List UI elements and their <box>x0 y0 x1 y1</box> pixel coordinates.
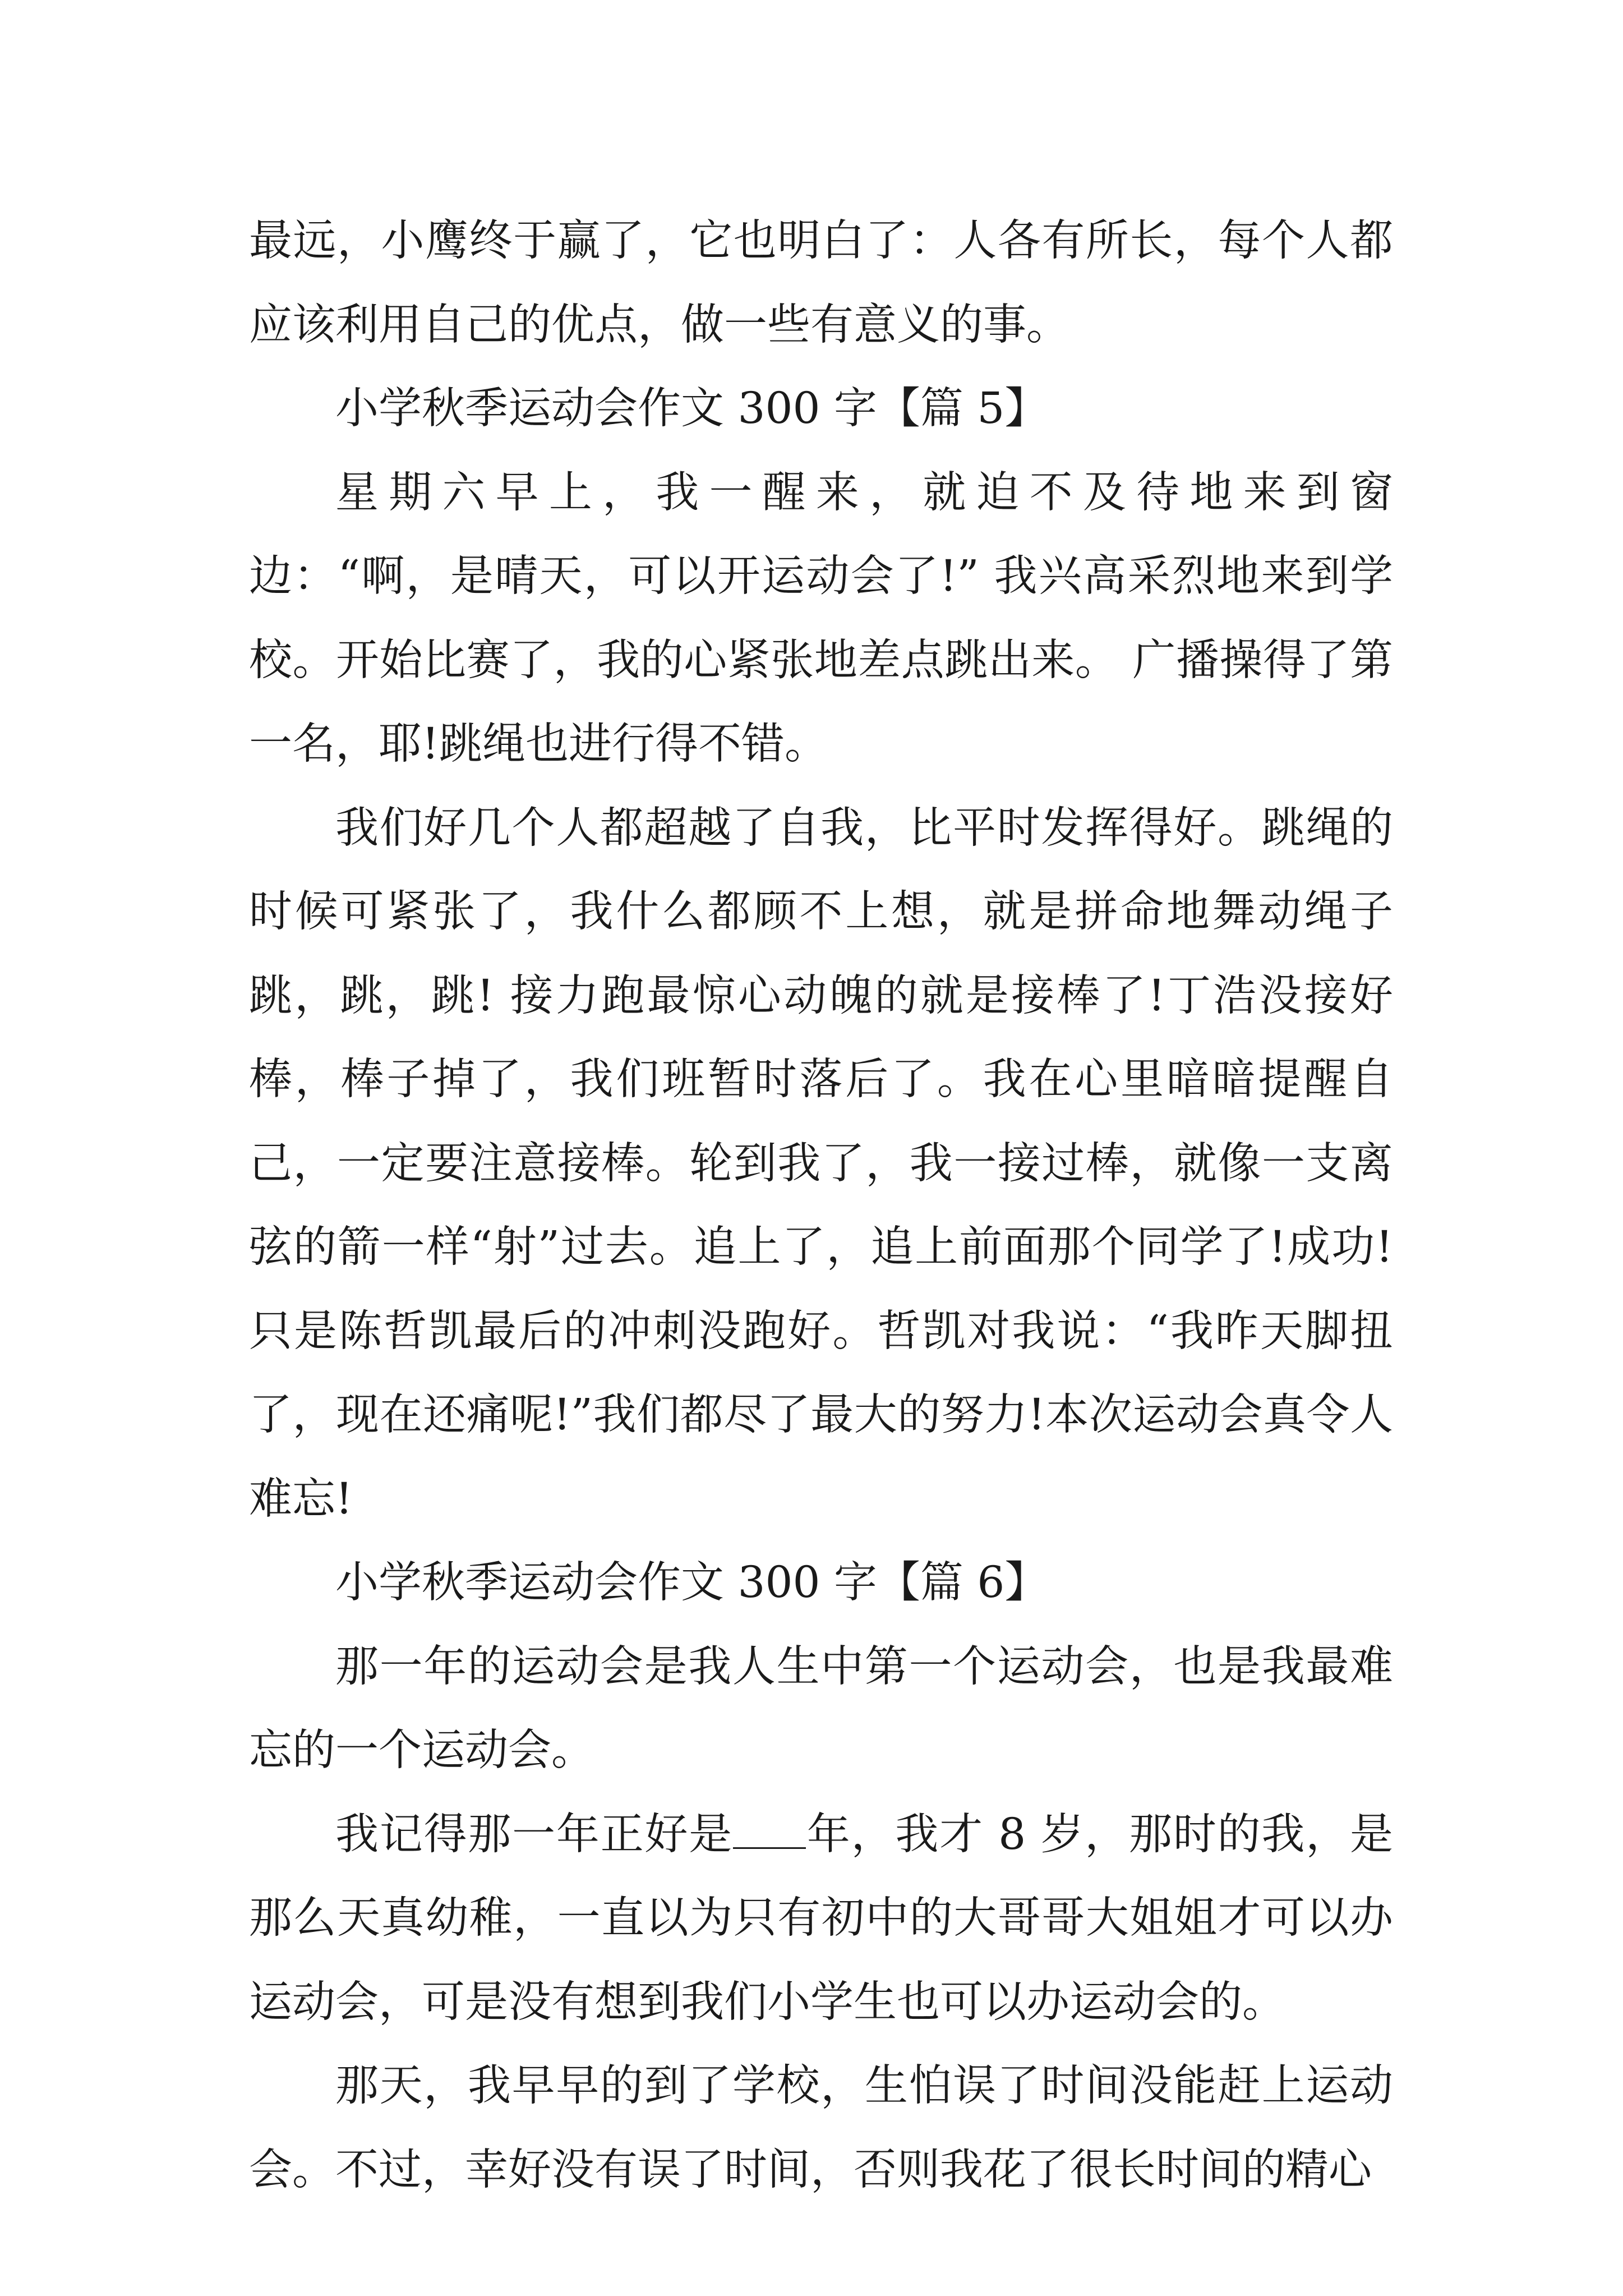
paragraph: 那天，我早早的到了学校，生怕误了时间没能赶上运动会。不过，幸好没有误了时间，否则我花了很长时间的精心 <box>249 2061 1393 2195</box>
paragraph: 我们好几个人都超越了自我，比平时发挥得好。跳绳的时候可紧张了，我什么都顾不上想，就是拼命地舞动绳子跳，跳，跳! 接力跑最惊心动魄的就是接棒了!丁浩没接好棒，棒子掉了，我们班暂时落后了。我在心里暗暗提醒自己，一定要注意接棒。轮到我了，我一接过棒，就像一支离弦的箭一样“射”过去。追上了，追上前面那个同学了!成功! 只是陈哲凯最后的冲刺没跑好。哲凯对我说：“我昨天脚扭了，现在还痛呢!”我们都尽了最大的努力!本次运动会真令人难忘! <box>249 803 1393 1524</box>
paragraph-text-after-blank: 年，我才 8 岁，那时的我，是那么天真幼稚，一直以为只有初中的大哥哥大姐姐才可以办运动会，可是没有想到我们小学生也可以办运动会的。 <box>249 1809 1393 2027</box>
paragraph-text-before-blank: 我记得那一年正好是 <box>335 1809 734 1860</box>
paragraph: 那一年的运动会是我人生中第一个运动会，也是我最难忘的一个运动会。 <box>249 1641 1393 1775</box>
paragraph-with-blank <box>249 1793 1393 2045</box>
fill-in-blank <box>733 1808 806 1848</box>
essay-heading-6: 小学秋季运动会作文 300 字【篇 6】 <box>335 1558 1048 1608</box>
paragraph-continuation: 最远，小鹰终于赢了，它也明白了：人各有所长，每个人都应该利用自己的优点，做一些有意义的事。 <box>249 216 1393 350</box>
essay-heading-5: 小学秋季运动会作文 300 字【篇 5】 <box>335 384 1048 434</box>
essay-text <box>249 199 1393 2212</box>
paragraph: 星期六早上，我一醒来，就迫不及待地来到窗边：“啊，是晴天，可以开运动会了!” 我兴高采烈地来到学校。开始比赛了，我的心紧张地差点跳出来。 广播操得了第一名，耶!跳绳也进行得不错。 <box>249 467 1393 769</box>
